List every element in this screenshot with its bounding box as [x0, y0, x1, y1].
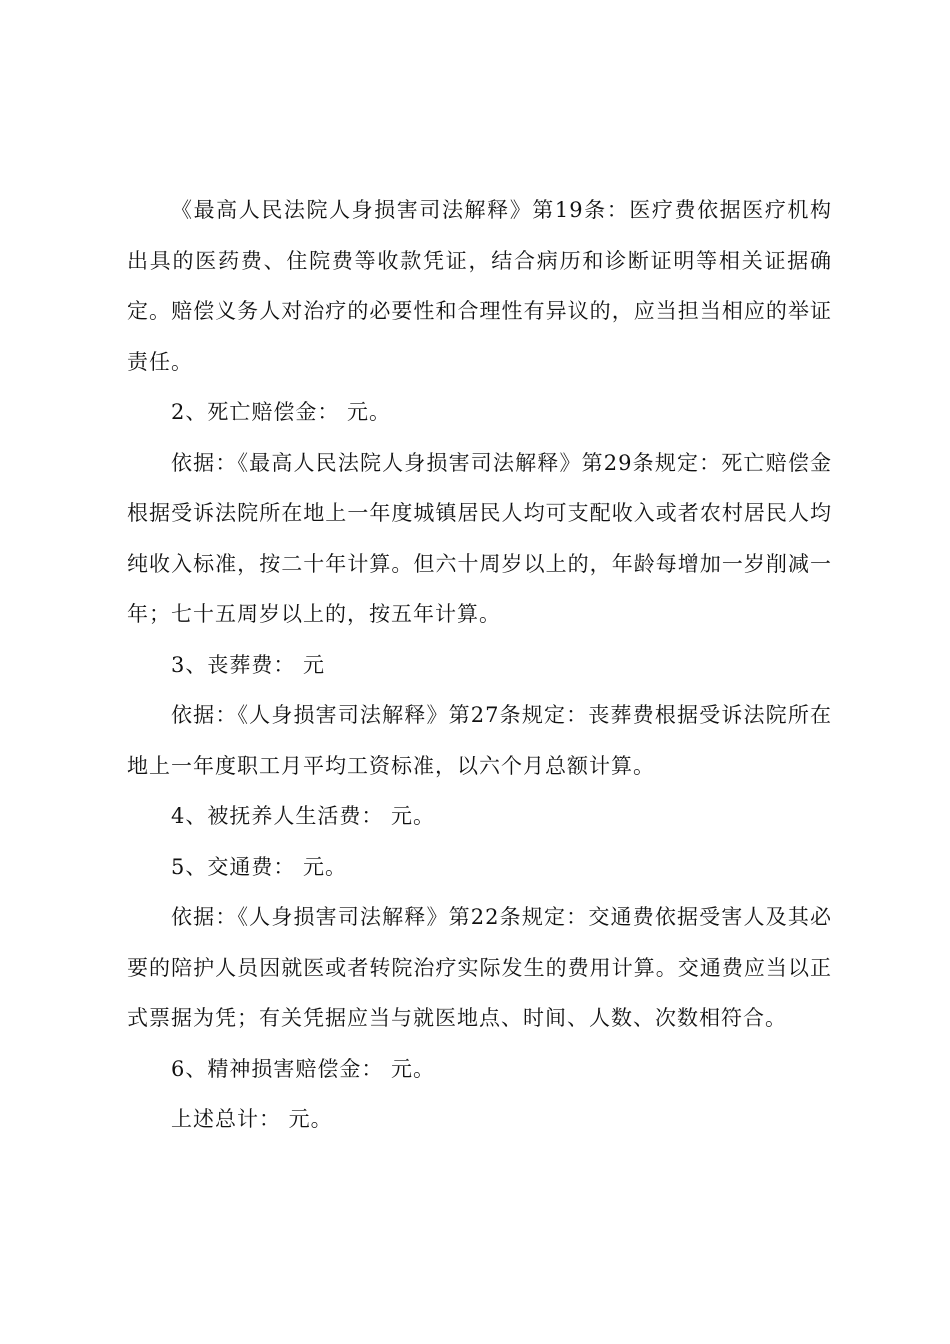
paragraph-transport-fee: 5、交通费： 元。: [171, 854, 348, 879]
paragraph-death-compensation-basis: 依据：《最高人民法院人身损害司法解释》第29条规定：死亡赔偿金根据受诉法院所在地上一年度城镇居民人均可支配收入或者农村居民人均纯收入标准，按二十年计算。但六十周岁以上的，年龄每增加一岁削减一年；七十五周岁以上的，按五年计算。: [127, 450, 832, 626]
paragraph-mental-damage-compensation: 6、精神损害赔偿金： 元。: [171, 1056, 436, 1081]
paragraph-dependent-living-expense: 4、被抚养人生活费： 元。: [171, 804, 436, 828]
paragraph-total: 上述总计： 元。: [171, 1107, 333, 1131]
paragraph-death-compensation: 2、死亡赔偿金： 元。: [171, 400, 392, 424]
paragraph-funeral-fee: 3、丧葬费： 元: [171, 652, 326, 677]
paragraph-medical-fee-basis: 《最高人民法院人身损害司法解释》第19条：医疗费依据医疗机构出具的医药费、住院费等收款凭证，结合病历和诊断证明等相关证据确定。赔偿义务人对治疗的必要性和合理性有异议的，应当担当相应的举证责任。: [127, 198, 832, 374]
paragraph-transport-fee-basis: 依据：《人身损害司法解释》第22条规定：交通费依据受害人及其必要的陪护人员因就医或者转院治疗实际发生的费用计算。交通费应当以正式票据为凭；有关凭据应当与就医地点、时间、人数、次数相符合。: [127, 905, 832, 1030]
document-body: [127, 185, 832, 1145]
paragraph-funeral-fee-basis: 依据：《人身损害司法解释》第27条规定：丧葬费根据受诉法院所在地上一年度职工月平均工资标准，以六个月总额计算。: [127, 703, 832, 778]
